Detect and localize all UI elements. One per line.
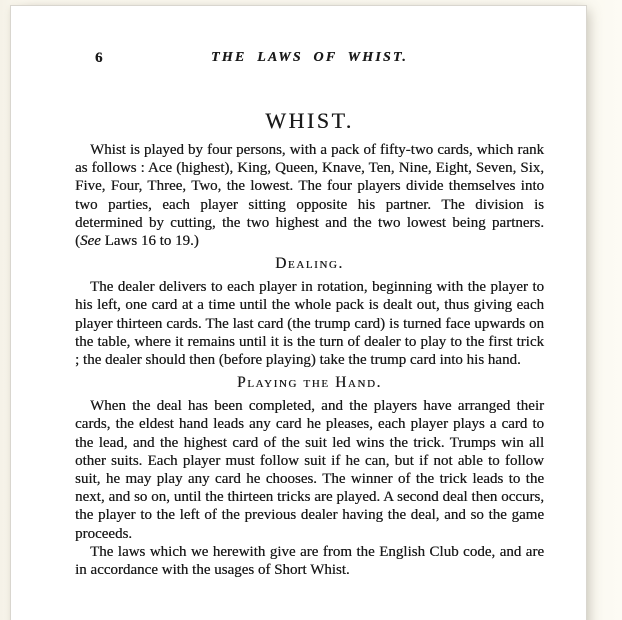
section-heading-dealing: Dealing. — [275, 255, 344, 273]
playing-the-hand-paragraph: When the deal has been completed, and the players have arranged their cards, the eldest hand leads any card he pleases, each player plays a card to the lead, and the highest card of the suit led wins the trick. Trumps win all other suits. Each player must follow suit if he can, but if not able to follow suit, he may play any card he chooses. The winner of the trick leads to the next, and so on, until the thirteen tricks are played. A second deal then occurs, the player to the left of the previous dealer having the deal, and so the game proceeds. — [75, 398, 544, 542]
closing-paragraph: The laws which we herewith give are from the English Club code, and are in accordance with the usages of Short Whist. — [75, 543, 544, 579]
running-title: THE LAWS OF WHIST. — [211, 50, 408, 65]
dealing-paragraph: The dealer delivers to each player in rotation, beginning with the player to his left, one card at a time until the whole pack is dealt out, thus giving each player thirteen cards. The last card (the trump card) is turned face upwards on the table, where it remains until it is the turn of dealer to play to the first trick ; the dealer should then (before playing) take the trump card into his hand. — [75, 279, 544, 369]
intro-text: Whist is played by four persons, with a pack of fifty-two cards, which rank as follows : Ace (highest), King, Queen, Knave, Ten, Nine, Eight, Seven, Six, Five, Four, Three, Two, the lowest. The four players divide themselves into two parties, each player sitting opposite his partner. The division is determined by cutting, the two highest and the two lowest being partners. ( — [75, 142, 544, 250]
page-number: 6 — [95, 50, 103, 66]
section-heading-playing-the-hand: Playing the Hand. — [236, 374, 382, 392]
intro-text-after-see: Laws 16 to 19.) — [100, 233, 199, 250]
see-reference-italic: See — [80, 233, 101, 250]
chapter-title: WHIST. — [265, 108, 354, 133]
page-content — [11, 6, 586, 579]
intro-paragraph — [75, 141, 544, 250]
book-page — [10, 5, 587, 620]
page-header — [75, 50, 544, 68]
